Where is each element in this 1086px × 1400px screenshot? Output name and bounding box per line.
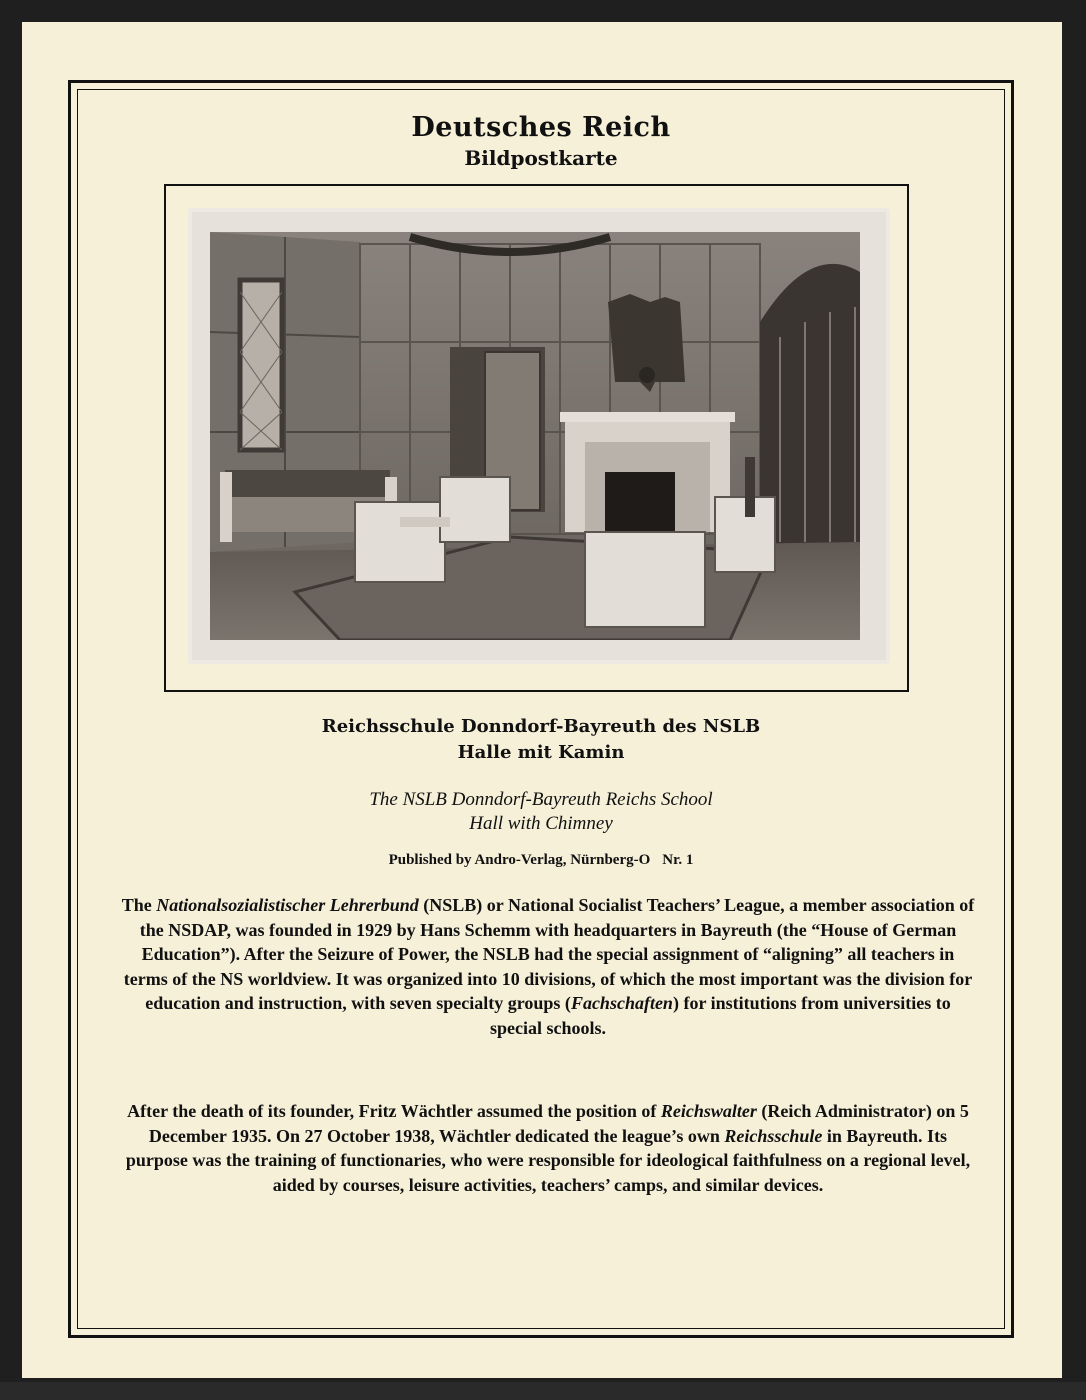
publisher-line — [78, 852, 1004, 869]
paragraph2-text-b: (Reich Administrator) on 5 December 1935. On 27 October 1938, Wächtler dedicated the league’s own — [148, 1101, 969, 1146]
history-paragraph-1 — [118, 893, 978, 1040]
caption-german-line1: Reichsschule Donndorf-Bayreuth des NSLB — [321, 716, 761, 737]
history-paragraph-2 — [118, 1099, 978, 1197]
album-page — [22, 22, 1062, 1378]
paragraph2-italic-a: Reichswalter — [660, 1101, 757, 1121]
paragraph1-italic-a: Nationalsozialistischer Lehrerbund — [156, 895, 419, 915]
paragraph1-italic-b: Fachschaften — [570, 993, 673, 1013]
caption-english-line1: The NSLB Donndorf-Bayreuth Reichs School — [369, 789, 713, 810]
page-border — [68, 80, 1014, 1338]
paragraph2-italic-b: Reichsschule — [724, 1125, 823, 1146]
card-number: Nr. 1 — [662, 852, 694, 868]
postcard-photo — [210, 232, 860, 640]
publisher-text: Published by Andro-Verlag, Nürnberg-O — [388, 852, 651, 868]
photo-frame — [164, 184, 909, 692]
page-title: Deutsches Reich — [411, 112, 671, 143]
paragraph1-text-a: The — [121, 895, 157, 915]
paragraph2-text-c: in Bayreuth. Its purpose was the training of functionaries, who were responsible for ideological faithfulness on a regional level, aided by courses, leisure activities, teachers’ camps, and similar devices. — [125, 1125, 971, 1195]
paragraph1-text-b: (NSLB) or National Socialist Teachers’ League, a member association of the NSDAP, was founded in 1929 by Hans Schemm with headquarters in Bayreuth (the “House of German Education”). After the Seizure of Power, the NSLB had the special assignment of “aligning” all teachers in terms of the NS worldview. It was organized into 10 divisions, of which the most important was the division for education and instruction, with seven specialty groups ( — [123, 895, 975, 1013]
page-subtitle: Bildpostkarte — [464, 146, 618, 170]
bottom-background-strip — [0, 1382, 1086, 1400]
caption-german-line2: Halle mit Kamin — [457, 742, 625, 763]
postcard-mount — [188, 208, 890, 664]
paragraph2-text-a: After the death of its founder, Fritz Wächtler assumed the position of — [127, 1101, 661, 1121]
paragraph1-text-c: ) for institutions from universities to special schools. — [489, 993, 951, 1038]
photo-hall-with-fireplace-icon — [210, 232, 860, 640]
caption-english-line2: Hall with Chimney — [469, 813, 613, 834]
page-border-inner — [77, 89, 1005, 1329]
